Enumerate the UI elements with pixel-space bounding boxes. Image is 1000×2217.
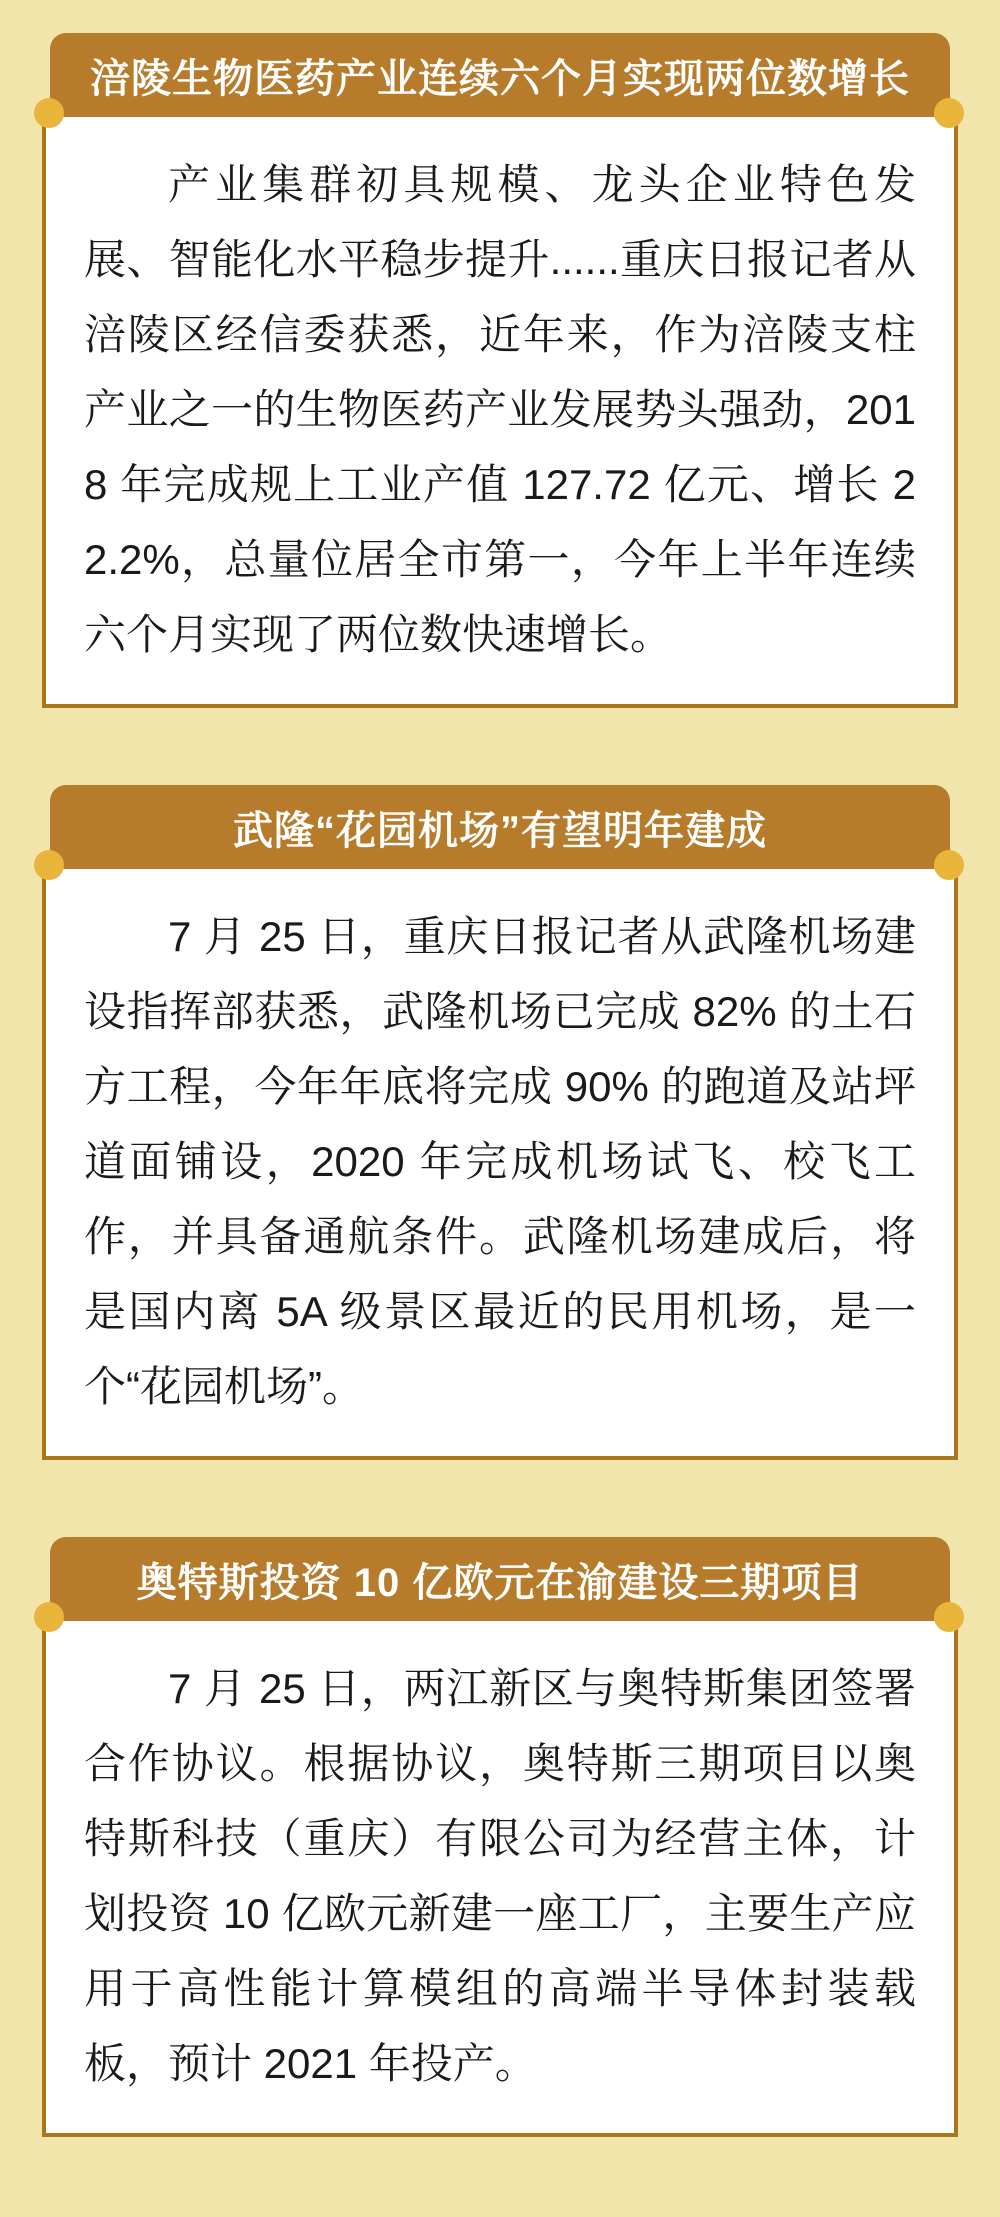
section-title: 奥特斯投资 10 亿欧元在渝建设三期项目 xyxy=(136,1560,864,1605)
news-section-3 xyxy=(42,1537,958,2137)
section-header-banner xyxy=(50,1537,950,1621)
section-body-text: 产业集群初具规模、龙头企业特色发展、智能化水平稳步提升......重庆日报记者从涪陵区经信委获悉，近年来，作为涪陵支柱产业之一的生物医药产业发展势头强劲，2018 年完成规上工业产值 127.72 亿元、增长 22.2%，总量位居全市第一，今年上半年连续六个月实现了两位数快速增长。 xyxy=(84,161,916,658)
section-card xyxy=(42,1621,958,2137)
gold-dot-icon xyxy=(34,850,64,880)
section-card xyxy=(42,869,958,1460)
section-title: 涪陵生物医药产业连续六个月实现两位数增长 xyxy=(90,56,910,101)
section-header-banner xyxy=(50,33,950,117)
section-body-text: 7 月 25 日，重庆日报记者从武隆机场建设指挥部获悉，武隆机场已完成 82% 的土石方工程，今年年底将完成 90% 的跑道及站坪道面铺设，2020 年完成机场试飞、校飞工作，并具备通航条件。武隆机场建成后，将是国内离 5A 级景区最近的民用机场，是一个“花园机场”。 xyxy=(84,913,916,1410)
news-section-2 xyxy=(42,785,958,1460)
section-card xyxy=(42,117,958,708)
section-title: 武隆“花园机场”有望明年建成 xyxy=(233,808,767,853)
gold-dot-icon xyxy=(934,98,964,128)
gold-dot-icon xyxy=(934,1602,964,1632)
gold-dot-icon xyxy=(34,1602,64,1632)
section-body-text: 7 月 25 日，两江新区与奥特斯集团签署合作协议。根据协议，奥特斯三期项目以奥特斯科技（重庆）有限公司为经营主体，计划投资 10 亿欧元新建一座工厂，主要生产应用于高性能计算模组的高端半导体封装载板，预计 2021 年投产。 xyxy=(84,1665,916,2087)
gold-dot-icon xyxy=(34,98,64,128)
section-header-banner xyxy=(50,785,950,869)
news-section-1 xyxy=(42,33,958,708)
gold-dot-icon xyxy=(934,850,964,880)
